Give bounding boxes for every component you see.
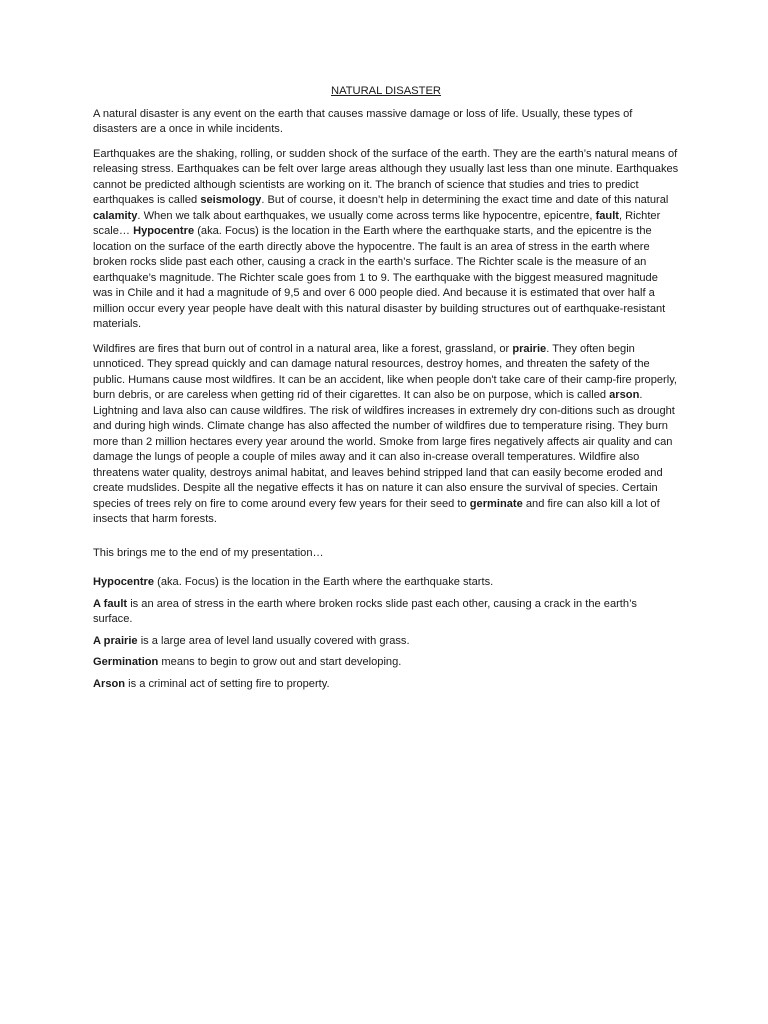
term-arson: arson — [609, 389, 640, 401]
intro-paragraph — [93, 107, 679, 138]
definition-item — [93, 677, 679, 693]
earthquakes-text-3: . When we talk about earthquakes, we usually come across terms like hypocentre, epicentre, — [137, 209, 596, 222]
earthquakes-paragraph — [93, 147, 679, 333]
earthquakes-text-4: , Richter scale… — [93, 209, 661, 237]
definition-item — [93, 655, 679, 671]
definition-term: A prairie — [93, 634, 138, 647]
definition-text: is a large area of level land usually covered with grass. — [137, 634, 410, 647]
term-hypocentre: Hypocentre — [133, 225, 195, 237]
term-prairie: prairie — [512, 342, 547, 355]
definition-item — [93, 575, 679, 591]
earthquakes-text-1: Earthquakes are the shaking, rolling, or sudden shock of the surface of the earth. They are the earth’s natural means of releasing stress. Earthquakes can be felt over large areas although they usually last less than one minute. Earthquakes cannot be predicted although scientists are working on it. The branch of science that studies and tries to predict earthquakes is called — [93, 147, 679, 206]
wildfires-text-3: . Lightning and lava also can cause wildfires. The risk of wildfires increases in extremely dry con-ditions such as drought and during high winds. Climate change has also affected the number of wildfires due to temperature rising. They burn more than 2 million hectares every year around the world. Smoke from large fires negatively affects air quality and can damage the lungs of people a couple of miles away and it can also in-crease overall temperatures. Wildfire also threatens water quality, destroys animal habitat, and leaves behind stripped land that can easily become eroded and create mudslides. Despite all the negative effects it has on nature it can also ensure the survival of species. Certain species of trees rely on fire to come around every few years for their seed to — [93, 389, 675, 510]
definition-term: A fault — [93, 597, 128, 610]
definition-text: (aka. Focus) is the location in the Earth where the earthquake starts. — [154, 576, 494, 588]
document-page — [93, 84, 679, 698]
wildfires-text-4: and fire can also kill a lot of insects that harm forests. — [93, 497, 660, 525]
intro-text: A natural disaster is any event on the earth that causes massive damage or loss of life. Usually, these types of disasters are a once in while incidents. — [93, 107, 633, 135]
definition-item — [93, 597, 679, 628]
definition-term: Germination — [93, 656, 159, 668]
wildfires-text-2: . They often begin unnoticed. They spread quickly and can damage natural resources, destroy homes, and threaten the safety of the public. Humans cause most wildfires. It can be an accident, like when people don't take care of their camp-fire properly, burn debris, or are careless when getting rid of their cigarettes. It can also be on purpose, which is called — [93, 342, 678, 401]
earthquakes-text-2: . But of course, it doesn’t help in determining the exact time and date of this natural — [261, 194, 669, 206]
definition-text: means to begin to grow out and start developing. — [158, 656, 402, 668]
term-germinate: germinate — [469, 497, 523, 510]
definition-text: is an area of stress in the earth where broken rocks slide past each other, causing a crack in the earth’s surface. — [93, 597, 637, 625]
definition-text: is a criminal act of setting fire to property. — [125, 677, 330, 690]
term-seismology: seismology — [200, 194, 262, 206]
term-calamity: calamity — [93, 209, 138, 222]
earthquakes-text-5: (aka. Focus) is the location in the Earth where the earthquake starts, and the epicentre is the location on the surface of the earth directly above the hypocentre. The fault is an area of stress in the earth where broken rocks slide past each other, causing a crack in the earth’s surface. The Richter scale is the measure of an earthquake’s magnitude. The Richter scale goes from 1 to 9. The earthquake with the biggest measured magnitude was in Chile and it had a magnitude of 9,5 and over 6 000 people died. And because it is estimated that over half a million occur every year people have dealt with this natural disaster by building structures out of earthquake-resistant materials. — [93, 225, 666, 330]
term-fault: fault — [595, 209, 619, 222]
wildfires-paragraph — [93, 342, 679, 528]
definition-term: Arson — [93, 677, 126, 690]
definition-term: Hypocentre — [93, 576, 155, 588]
definition-item — [93, 634, 679, 650]
document-title: NATURAL DISASTER — [330, 85, 442, 97]
wildfires-text-1: Wildfires are fires that burn out of control in a natural area, like a forest, grassland, or — [93, 342, 513, 355]
closing-line: This brings me to the end of my presentation… — [93, 546, 324, 559]
